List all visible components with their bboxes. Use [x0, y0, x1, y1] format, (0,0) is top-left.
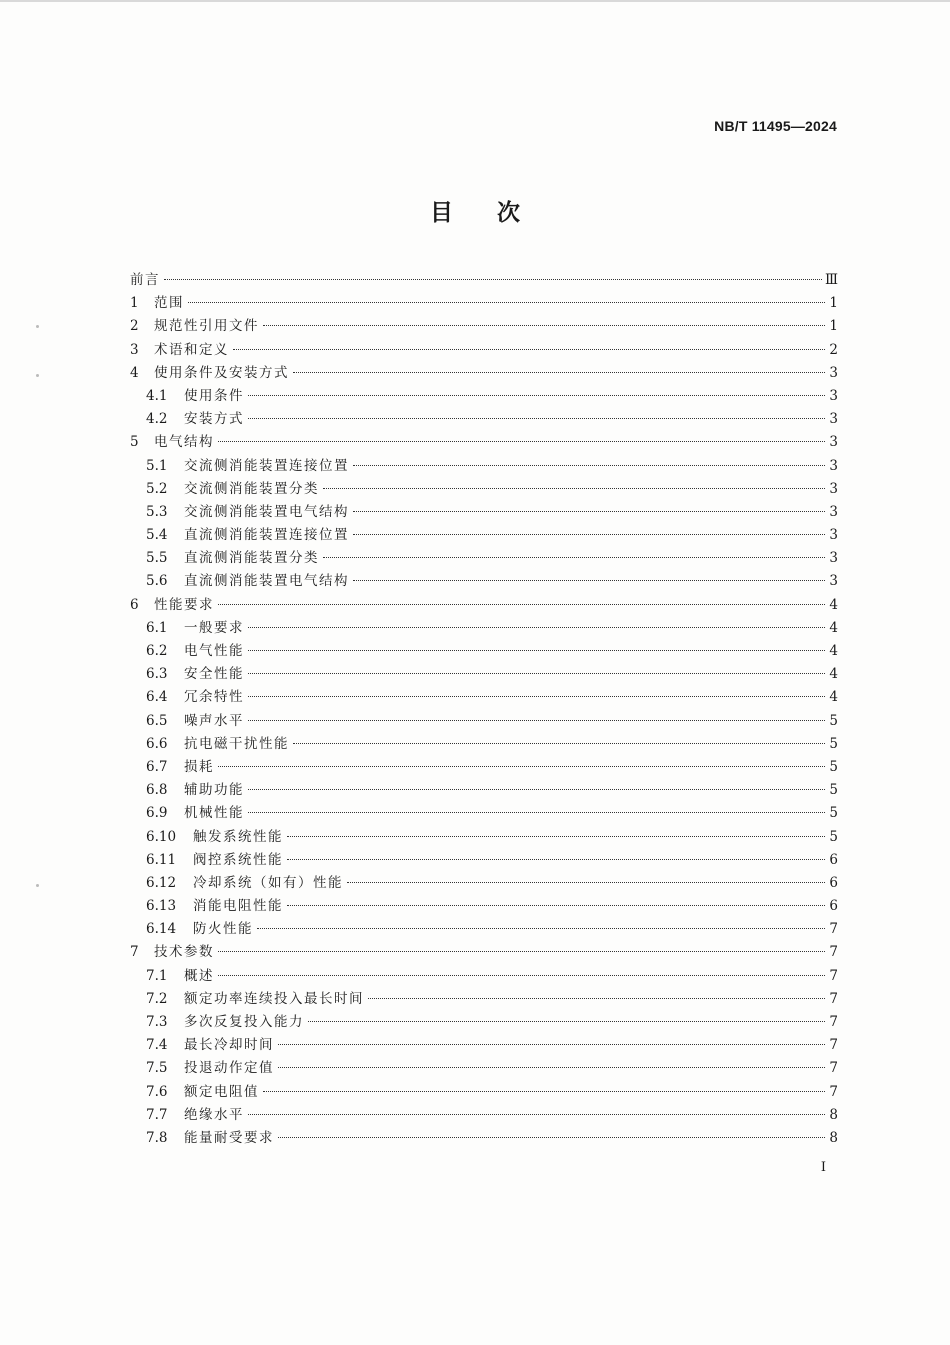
toc-entry-number: 7.3	[146, 1014, 168, 1030]
toc-entry-page: 7	[829, 1083, 838, 1100]
toc-entry-label: 触发系统性能	[193, 828, 283, 845]
top-border	[0, 0, 950, 2]
dot-leader	[164, 279, 822, 280]
toc-entry-page: 1	[829, 295, 838, 312]
toc-entry-page: 5	[829, 828, 838, 845]
toc-entry-page: 3	[829, 550, 838, 567]
toc-entry[interactable]	[130, 940, 838, 963]
toc-entry-page: 3	[829, 503, 838, 520]
toc-entry-label: 安装方式	[184, 411, 244, 428]
toc-entry-label: 前言	[130, 272, 160, 288]
toc-entry-number: 7.7	[146, 1106, 168, 1123]
dot-leader	[248, 627, 825, 628]
toc-entry-number: 4	[130, 364, 139, 381]
toc-entry-number: 7.6	[146, 1083, 168, 1100]
toc-entry-number: 5.6	[146, 573, 168, 590]
dot-leader	[287, 905, 825, 906]
toc-entry[interactable]	[130, 825, 838, 848]
toc-entry-number: 6.9	[146, 805, 168, 822]
toc-entry[interactable]	[130, 569, 838, 592]
toc-entry-page: 5	[829, 782, 838, 799]
toc-entry-label: 机械性能	[184, 805, 244, 822]
toc-entry-label: 交流侧消能装置连接位置	[184, 457, 349, 474]
dot-leader	[248, 395, 825, 396]
toc-entry-label: 直流侧消能装置分类	[184, 550, 319, 567]
dot-leader	[248, 720, 825, 721]
toc-entry-page: 5	[829, 758, 838, 775]
toc-entry-label: 电气结构	[154, 434, 214, 451]
toc-entry[interactable]	[130, 732, 838, 755]
toc-entry-page: 3	[829, 573, 838, 590]
toc-entry-label: 范围	[154, 295, 184, 312]
toc-entry-label: 一般要求	[184, 619, 244, 636]
dot-leader	[353, 580, 825, 581]
toc-entry-number: 6.13	[146, 898, 177, 915]
toc-entry-page: 5	[829, 712, 838, 729]
toc-entry-page: 1	[829, 318, 838, 335]
toc-entry[interactable]	[130, 593, 838, 616]
toc-entry[interactable]	[130, 1126, 838, 1149]
toc-entry-page: 7	[829, 921, 838, 938]
toc-entry-number: 1	[130, 295, 139, 312]
dot-leader	[248, 673, 825, 674]
toc-entry[interactable]	[130, 546, 838, 569]
dot-leader	[287, 859, 825, 860]
toc-entry-label: 防火性能	[193, 921, 253, 938]
toc-entry-page: 3	[829, 457, 838, 474]
dot-leader	[218, 975, 825, 976]
dot-leader	[248, 650, 825, 651]
toc-entry-page: 7	[829, 967, 838, 984]
toc-entry-number: 6.5	[146, 712, 168, 729]
toc-entry[interactable]	[130, 964, 838, 987]
toc-entry-page: 4	[829, 619, 838, 636]
toc-entry-label: 冗余特性	[184, 689, 244, 706]
toc-entry[interactable]	[130, 338, 838, 361]
document-code: NB/T 11495—2024	[714, 118, 837, 134]
dot-leader	[353, 534, 825, 535]
toc-entry-label: 安全性能	[184, 666, 244, 683]
toc-entry-number: 7.4	[146, 1037, 168, 1054]
toc-entry-page: 2	[829, 341, 838, 358]
dot-leader	[293, 372, 825, 373]
toc-entry-label: 直流侧消能装置电气结构	[184, 573, 349, 590]
toc-entry[interactable]	[130, 430, 838, 453]
toc-entry-label: 额定功率连续投入最长时间	[184, 990, 364, 1007]
toc-entry[interactable]	[130, 291, 838, 314]
dot-leader	[233, 349, 825, 350]
toc-entry-label: 阀控系统性能	[193, 851, 283, 868]
dot-leader	[218, 604, 825, 605]
dot-leader	[248, 418, 825, 419]
toc-entry[interactable]	[130, 1033, 838, 1056]
toc-entry[interactable]	[130, 801, 838, 824]
toc-entry-number: 7.1	[146, 967, 168, 984]
toc-entry-label: 性能要求	[154, 596, 214, 613]
toc-entry-label: 额定电阻值	[184, 1083, 259, 1100]
dot-leader	[278, 1067, 825, 1068]
dot-leader	[347, 882, 825, 883]
dot-leader	[353, 465, 825, 466]
toc-entry[interactable]	[130, 778, 838, 801]
toc-entry[interactable]	[130, 871, 838, 894]
dot-leader	[248, 1114, 825, 1115]
toc-entry[interactable]	[130, 454, 838, 477]
toc-entry[interactable]	[130, 384, 838, 407]
dot-leader	[323, 557, 825, 558]
toc-entry-page: 5	[829, 805, 838, 822]
dot-leader	[323, 488, 825, 489]
toc-entry-page: 7	[829, 944, 838, 961]
toc-entry[interactable]	[130, 1080, 838, 1103]
dot-leader	[278, 1044, 825, 1045]
toc-entry-number: 7.8	[146, 1129, 168, 1146]
toc-entry-label: 多次反复投入能力	[184, 1014, 304, 1030]
toc-entry[interactable]	[130, 685, 838, 708]
dot-leader	[248, 696, 825, 697]
toc-entry-label: 绝缘水平	[184, 1106, 244, 1123]
toc-entry-number: 6.12	[146, 874, 177, 891]
toc-entry-page: 4	[829, 596, 838, 613]
toc-entry-label: 使用条件及安装方式	[154, 364, 289, 381]
toc-entry-number: 6.3	[146, 666, 168, 683]
toc-entry-number: 4.1	[146, 387, 168, 404]
toc-entry-page: 7	[829, 990, 838, 1007]
page-number: I	[820, 1160, 826, 1175]
toc-entry-number: 6.11	[146, 851, 177, 868]
toc-entry-number: 5.4	[146, 527, 168, 544]
dot-leader	[278, 1137, 825, 1138]
toc-entry-number: 7.2	[146, 990, 168, 1007]
toc-entry-page: 8	[829, 1129, 838, 1146]
dot-leader	[218, 441, 825, 442]
dot-leader	[368, 998, 825, 999]
toc-entry-page: 3	[829, 387, 838, 404]
dot-leader	[353, 511, 825, 512]
toc-entry-page: 5	[829, 735, 838, 752]
toc-entry-page: 3	[829, 480, 838, 497]
toc-entry-page: 3	[829, 364, 838, 381]
toc-entry[interactable]	[130, 639, 838, 662]
toc-entry-number: 6.1	[146, 619, 168, 636]
toc-entry[interactable]	[130, 917, 838, 940]
toc-entry[interactable]	[130, 662, 838, 685]
toc-entry-label: 电气性能	[184, 643, 244, 659]
toc-entry[interactable]	[130, 755, 838, 778]
toc-entry[interactable]	[130, 987, 838, 1010]
toc-entry-number: 5.1	[146, 457, 168, 474]
toc-entry-page: 6	[829, 851, 838, 868]
dot-leader	[287, 836, 825, 837]
dot-leader	[248, 812, 825, 813]
dot-leader	[257, 928, 825, 929]
toc-entry-number: 6.14	[146, 921, 177, 938]
toc-entry-number: 5.5	[146, 550, 168, 567]
toc-entry-label: 辅助功能	[184, 782, 244, 799]
toc-entry[interactable]	[130, 500, 838, 523]
toc-entry-number: 6.8	[146, 782, 168, 799]
toc-entry[interactable]	[130, 1103, 838, 1126]
toc-entry-page: 7	[829, 1060, 838, 1077]
toc-entry-label: 消能电阻性能	[193, 898, 283, 915]
toc-entry-label: 规范性引用文件	[154, 318, 259, 335]
scan-speck	[36, 884, 39, 887]
toc-entry-page: 3	[829, 434, 838, 451]
toc-entry-page: 7	[829, 1014, 838, 1030]
toc-entry-label: 最长冷却时间	[184, 1037, 274, 1054]
toc-entry-number: 6.7	[146, 758, 168, 775]
toc-entry-label: 投退动作定值	[184, 1060, 274, 1077]
toc-entry-label: 能量耐受要求	[184, 1129, 274, 1146]
dot-leader	[263, 325, 825, 326]
toc-entry-label: 噪声水平	[184, 712, 244, 729]
toc-entry-number: 7.5	[146, 1060, 168, 1077]
toc-entry-label: 交流侧消能装置分类	[184, 480, 319, 497]
toc-entry-page: 7	[829, 1037, 838, 1054]
dot-leader	[248, 789, 825, 790]
toc-entry[interactable]	[130, 407, 838, 430]
dot-leader	[308, 1021, 825, 1022]
toc-entry-number: 5.2	[146, 480, 168, 497]
toc-entry-label: 冷却系统（如有）性能	[193, 874, 343, 891]
toc-entry-number: 6	[130, 596, 139, 613]
dot-leader	[218, 951, 825, 952]
toc-entry[interactable]	[130, 709, 838, 732]
toc-entry-number: 5	[130, 434, 139, 451]
toc-entry-number: 4.2	[146, 411, 168, 428]
dot-leader	[218, 766, 825, 767]
toc-entry[interactable]	[130, 477, 838, 500]
toc-entry-page: 4	[829, 689, 838, 706]
toc-entry-page: 3	[829, 411, 838, 428]
toc-entry-label: 术语和定义	[154, 341, 229, 358]
toc-entry-number: 5.3	[146, 503, 168, 520]
toc-entry-number: 6.10	[146, 828, 177, 845]
toc-entry-label: 直流侧消能装置连接位置	[184, 527, 349, 544]
toc-entry-page: 4	[829, 643, 838, 659]
toc-entry-label: 抗电磁干扰性能	[184, 735, 289, 752]
dot-leader	[293, 743, 825, 744]
toc-entry-number: 3	[130, 341, 139, 358]
toc-entry-number: 6.4	[146, 689, 168, 706]
toc-entry[interactable]	[130, 361, 838, 384]
toc-entry-number: 7	[130, 944, 139, 961]
toc-entry-label: 概述	[184, 967, 214, 984]
toc-entry-page: 6	[829, 874, 838, 891]
toc-entry[interactable]	[130, 848, 838, 871]
toc-entry[interactable]	[130, 268, 838, 291]
page-title: 目次	[430, 200, 564, 226]
toc-entry-page: 6	[829, 898, 838, 915]
dot-leader	[188, 302, 825, 303]
toc-entry-label: 交流侧消能装置电气结构	[184, 503, 349, 520]
toc-entry-number: 6.2	[146, 643, 168, 659]
toc-entry[interactable]	[130, 1056, 838, 1079]
toc-entry-page: 3	[829, 527, 838, 544]
toc-entry[interactable]	[130, 1010, 838, 1033]
toc-entry-label: 使用条件	[184, 387, 244, 404]
scan-speck	[36, 374, 39, 377]
toc-entry-label: 技术参数	[154, 944, 214, 961]
scan-speck	[36, 325, 39, 328]
toc-entry[interactable]	[130, 616, 838, 639]
table-of-contents	[130, 268, 838, 1149]
toc-entry-number: 6.6	[146, 735, 168, 752]
toc-entry[interactable]	[130, 314, 838, 337]
dot-leader	[263, 1091, 825, 1092]
toc-entry-number: 2	[130, 318, 139, 335]
toc-entry[interactable]	[130, 523, 838, 546]
toc-entry-page: 8	[829, 1106, 838, 1123]
toc-entry-label: 损耗	[184, 758, 214, 775]
toc-entry-page: 4	[829, 666, 838, 683]
toc-entry[interactable]	[130, 894, 838, 917]
toc-entry-page: Ⅲ	[824, 272, 838, 288]
